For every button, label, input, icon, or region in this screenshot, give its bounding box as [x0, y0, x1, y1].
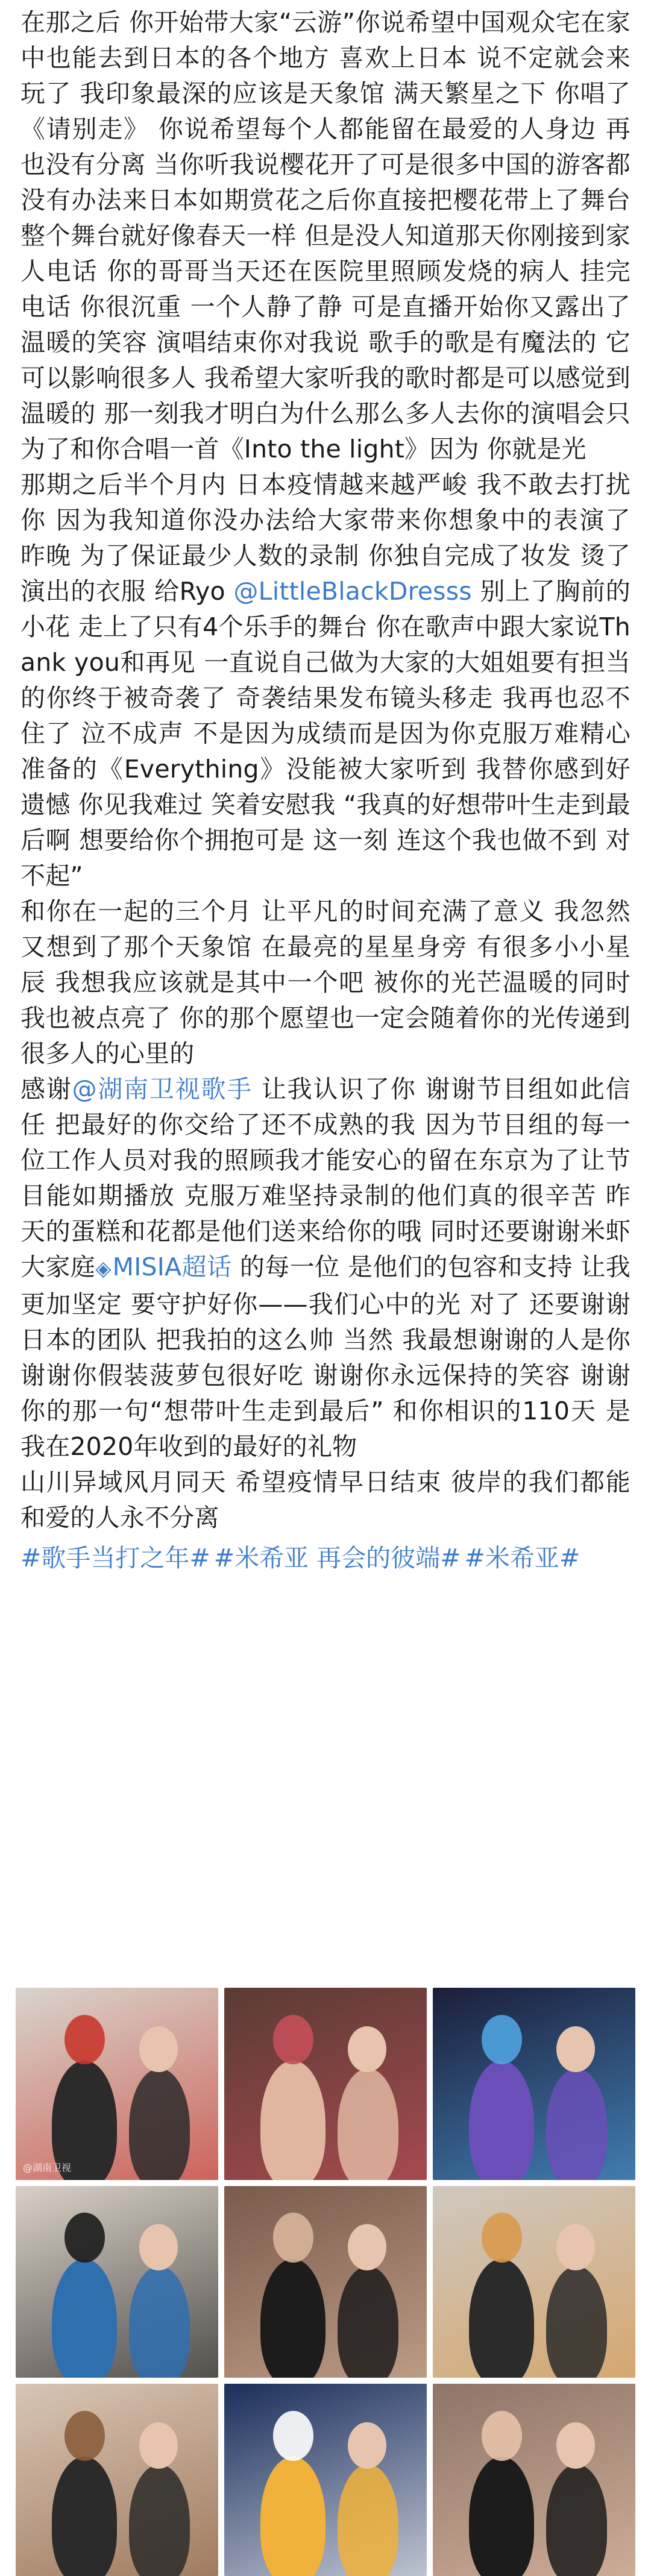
person-figure	[546, 2266, 607, 2378]
person-figure	[338, 2069, 398, 2180]
diamond-icon: ◈	[95, 1257, 112, 1281]
paragraph-text: 的每一位 是他们的包容和支持 让我更加坚定 要守护好你——我们心中的光 对了 还要谢谢日本的团队 把我拍的这么帅 当然 我最想谢谢的人是你 谢谢你假装菠萝包很好吃 谢谢你永远保持的笑容 谢谢你的那一句“想带叶生走到最后” 和你相识的110天 是我在2020年收到的最好的礼物	[20, 1252, 631, 1461]
person-head	[273, 2015, 313, 2065]
person-head	[139, 2422, 178, 2468]
photo-thumbnail[interactable]	[16, 2384, 218, 2576]
user-mention-link[interactable]: @湖南卫视歌手	[72, 1075, 253, 1104]
photo-thumbnail[interactable]	[224, 1988, 427, 2180]
person-head	[482, 2411, 522, 2461]
person-head	[273, 2213, 313, 2263]
hashtag-row	[20, 1541, 631, 1576]
person-figure	[469, 2457, 534, 2576]
person-figure	[260, 2061, 326, 2180]
person-figure	[52, 2457, 117, 2576]
person-head	[64, 2411, 105, 2461]
person-figure	[338, 2266, 398, 2378]
paragraph-text: 在那之后 你开始带大家“云游”你说希望中国观众宅在家中也能去到日本的各个地方 喜欢上日本 说不定就会来玩了 我印象最深的应该是天象馆 满天繁星之下 你唱了《请别走》 你说希望每个人都能留在最爱的人身边 再也没有分离 当你听我说樱花开了可是很多中国的游客都没有办法来日本如期赏花之后你直接把樱花带上了舞台 整个舞台就好像春天一样 但是没人知道那天你刚接到家人电话 你的哥哥当天还在医院里照顾发烧的病人 挂完电话 你很沉重 一个人静了静 可是直播开始你又露出了温暖的笑容 演唱结束你对我说 歌手的歌是有魔法的 它可以影响很多人 我希望大家听我的歌时都是可以感觉到温暖的 那一刻我才明白为什么那么多人去你的演唱会只为了和你合唱一首《Into the light》因为 你就是光	[20, 8, 631, 463]
person-figure	[469, 2259, 534, 2378]
super-topic-link[interactable]	[95, 1252, 231, 1281]
person-figure	[129, 2464, 190, 2576]
person-head	[64, 2015, 105, 2065]
person-head	[556, 2026, 595, 2072]
person-head	[273, 2411, 313, 2461]
person-figure	[546, 2464, 607, 2576]
post-body	[20, 0, 631, 1536]
photo-thumbnail[interactable]	[433, 2186, 635, 2378]
photo-watermark: @湖南卫视	[23, 2161, 72, 2173]
paragraph-text: 和你在一起的三个月 让平凡的时间充满了意义 我忽然又想到了那个天象馆 在最亮的星星身旁 有很多小小星辰 我想我应该就是其中一个吧 被你的光芒温暖的同时 我也被点亮了 你的那个愿望也一定会随着你的光传递到很多人的心里的	[20, 897, 631, 1068]
person-figure	[129, 2266, 190, 2378]
post-paragraph	[20, 467, 631, 894]
person-head	[139, 2224, 178, 2270]
photo-grid	[16, 1988, 635, 2576]
post-paragraph	[20, 5, 631, 467]
hashtag-link[interactable]: #米希亚 再会的彼端#	[213, 1544, 461, 1572]
person-head	[348, 2026, 386, 2072]
person-figure	[260, 2457, 326, 2576]
photo-thumbnail[interactable]	[224, 2186, 427, 2378]
photo-thumbnail[interactable]	[16, 1988, 218, 2180]
person-head	[482, 2015, 522, 2065]
photo-thumbnail[interactable]	[433, 1988, 635, 2180]
paragraph-text: 感谢	[20, 1075, 72, 1104]
paragraph-text: 山川异域风月同天 希望疫情早日结束 彼岸的我们都能和爱的人永不分离	[20, 1468, 631, 1532]
person-figure	[546, 2069, 607, 2180]
person-figure	[129, 2069, 190, 2180]
person-head	[348, 2224, 386, 2270]
hashtag-link[interactable]: #米希亚#	[464, 1544, 580, 1572]
photo-thumbnail[interactable]	[16, 2186, 218, 2378]
person-figure	[260, 2259, 326, 2378]
super-topic-label: MISIA超话	[112, 1252, 232, 1281]
person-head	[348, 2422, 386, 2468]
person-figure	[469, 2061, 534, 2180]
post-paragraph	[20, 1072, 631, 1465]
post-paragraph	[20, 1465, 631, 1536]
paragraph-text: 那期之后半个月内 日本疫情越来越严峻 我不敢去打扰你 因为我知道你没办法给大家带来你想象中的表演了 昨晚 为了保证最少人数的录制 你独自完成了妆发 烫了演出的衣服 给Ryo	[20, 470, 631, 606]
person-head	[64, 2213, 105, 2263]
person-figure	[52, 2259, 117, 2378]
person-head	[556, 2422, 595, 2468]
person-head	[556, 2224, 595, 2270]
photo-thumbnail[interactable]	[224, 2384, 427, 2576]
paragraph-text: 让我认识了你 谢谢节目组如此信任 把最好的你交给了还不成熟的我 因为节目组的每一位工作人员对我的照顾我才能安心的留在东京为了让节目能如期播放 克服万难坚持录制的他们真的很辛苦 昨天的蛋糕和花都是他们送来给你的哦 同时还要谢谢米虾大家庭	[20, 1075, 631, 1281]
photo-thumbnail[interactable]	[433, 2384, 635, 2576]
user-mention-link[interactable]: @LittleBlackDresss	[233, 577, 472, 606]
hashtag-link[interactable]: #歌手当打之年#	[20, 1544, 210, 1572]
paragraph-text: 别上了胸前的小花 走上了只有4个乐手的舞台 你在歌声中跟大家说Thank you和再见 一直说自己做为大家的大姐姐要有担当的你终于被奇袭了 奇袭结果发布镜头移走 我再也忍不住了 泣不成声 不是因为成绩而是因为你克服万难精心准备的《Everything》没能被大家听到 我替你感到好遗憾 你见我难过 笑着安慰我 “我真的好想带叶生走到最后啊 想要给你个拥抱可是 这一刻 连这个我也做不到 对不起”	[20, 577, 631, 890]
post-paragraph	[20, 894, 631, 1072]
person-head	[482, 2213, 522, 2263]
person-figure	[338, 2464, 398, 2576]
person-head	[139, 2026, 178, 2072]
